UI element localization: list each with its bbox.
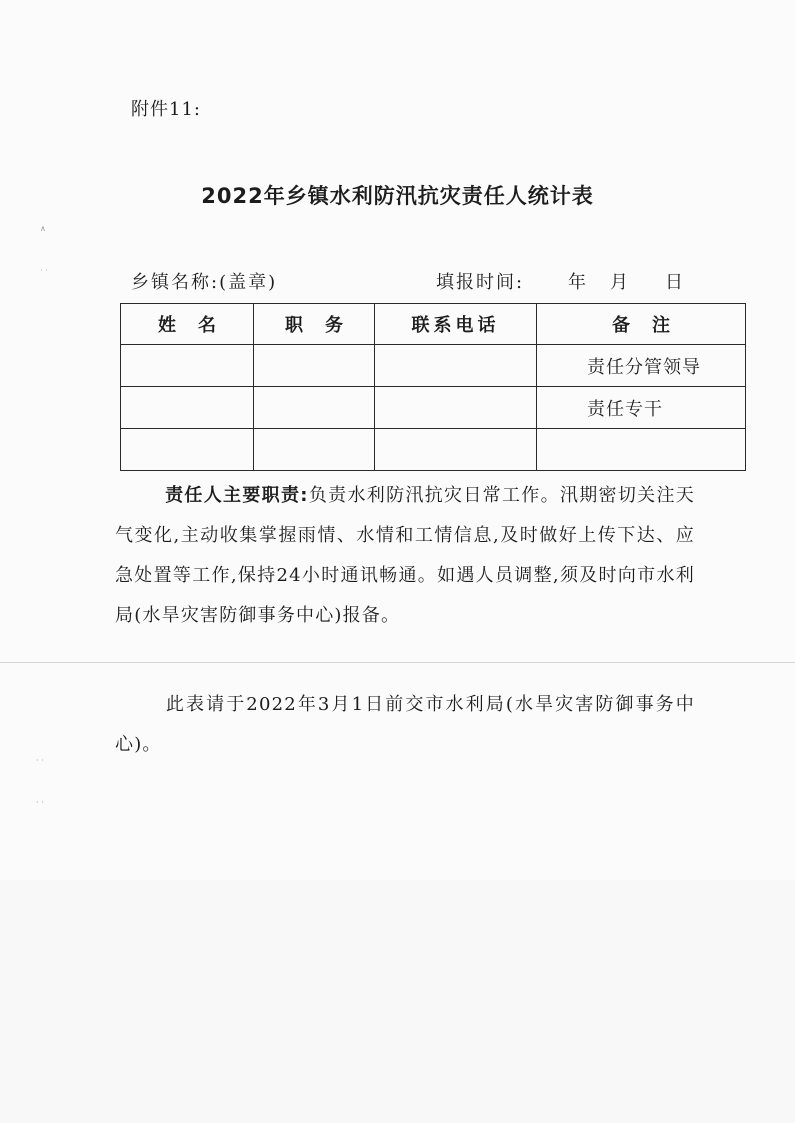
scan-speck: · · xyxy=(36,756,44,765)
submission-text: 此表请于2022年3月1日前交市水利局(水旱灾害防御事务中心)。 xyxy=(115,694,695,755)
cell-note: 责任分管领导 xyxy=(537,345,746,387)
date-day: 日 xyxy=(665,272,685,293)
table-row xyxy=(121,429,746,471)
scan-speck: · · xyxy=(40,266,48,275)
cell-name xyxy=(121,387,254,429)
submission-paragraph xyxy=(115,685,695,765)
scan-speck: · · xyxy=(36,798,44,807)
document-title: 2022年乡镇水利防汛抗灾责任人统计表 xyxy=(201,184,594,208)
attachment-label: 附件11: xyxy=(131,99,201,120)
column-header-phone: 联系电话 xyxy=(375,304,537,345)
table-row xyxy=(121,345,746,387)
column-header-name: 姓名 xyxy=(121,304,254,345)
date-month: 月 xyxy=(610,272,630,293)
cell-phone xyxy=(375,345,537,387)
duties-text: 负责水利防汛抗灾日常工作。汛期密切关注天气变化,主动收集掌握雨情、水情和工情信息,及时做好上传下达、应急处置等工作,保持24小时通讯畅通。如遇人员调整,须及时向市水利局(水旱灾害防御事务中心)报备。 xyxy=(115,485,695,626)
table-row xyxy=(121,387,746,429)
cell-position xyxy=(254,387,375,429)
table-header-row xyxy=(121,304,746,345)
township-label: 乡镇名称:(盖章) xyxy=(131,272,278,293)
cell-phone xyxy=(375,387,537,429)
column-header-note: 备注 xyxy=(537,304,746,345)
cell-position xyxy=(254,345,375,387)
column-header-position: 职务 xyxy=(254,304,375,345)
scan-background xyxy=(0,880,795,1123)
scan-artifact-line xyxy=(0,662,795,663)
responsible-persons-table xyxy=(120,303,746,471)
cell-name xyxy=(121,345,254,387)
cell-position xyxy=(254,429,375,471)
cell-note xyxy=(537,429,746,471)
cell-phone xyxy=(375,429,537,471)
cell-name xyxy=(121,429,254,471)
duties-paragraph xyxy=(115,476,695,636)
scan-speck: ∧ xyxy=(40,224,46,233)
cell-note: 责任专干 xyxy=(537,387,746,429)
fill-time-label: 填报时间: xyxy=(436,272,525,293)
date-year: 年 xyxy=(568,272,588,293)
duties-lead: 责任人主要职责: xyxy=(165,485,309,506)
